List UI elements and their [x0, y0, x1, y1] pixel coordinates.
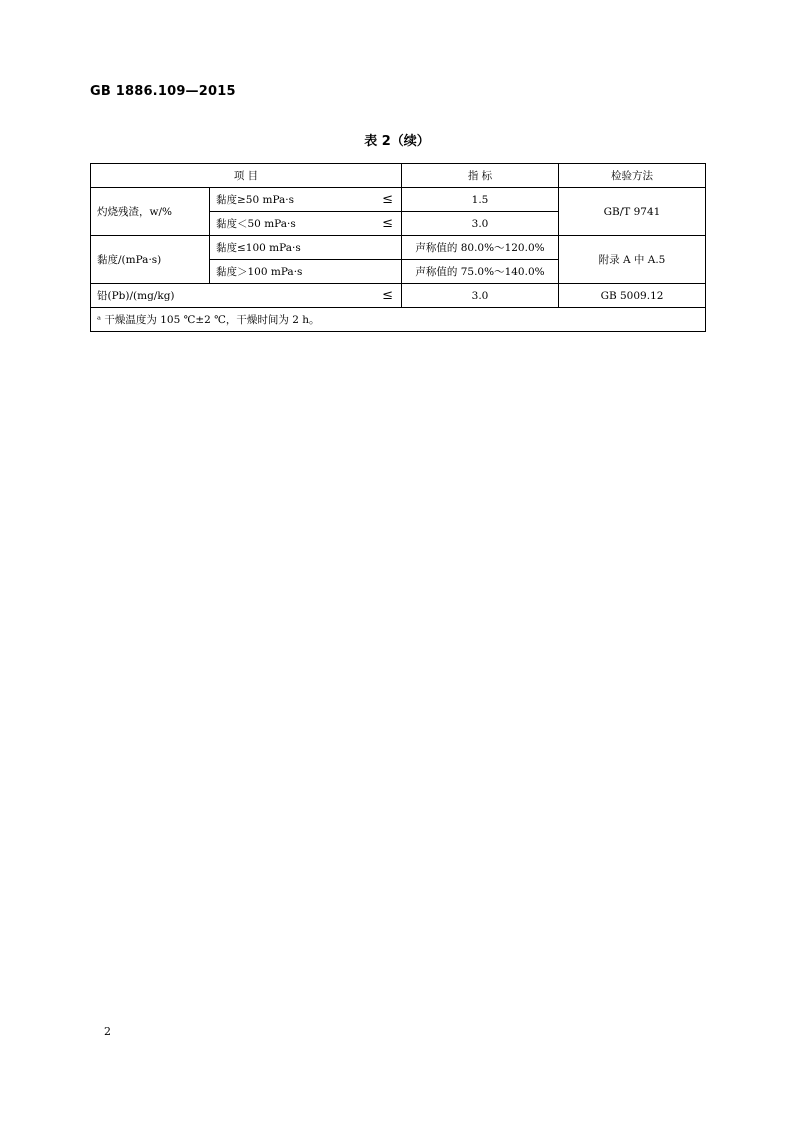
table-caption: 表 2（续）	[364, 134, 430, 149]
row-label-ignition-residue: 灼烧残渣，w/%	[91, 188, 210, 236]
header-item: 项 目	[91, 164, 402, 188]
value-cell: 3.0	[402, 212, 559, 236]
header-method: 检验方法	[559, 164, 706, 188]
condition-text: 黏度＜50 mPa·s	[216, 218, 296, 230]
condition-cell: 黏度＞100 mPa·s	[210, 260, 402, 284]
condition-text: 黏度≥50 mPa·s	[216, 194, 295, 206]
page-number: 2	[104, 1025, 111, 1038]
condition-cell	[210, 188, 402, 212]
method-cell: 附录 A 中 A.5	[559, 236, 706, 284]
condition-cell: 黏度≤100 mPa·s	[210, 236, 402, 260]
footnote-row	[91, 308, 706, 332]
value-cell: 3.0	[402, 284, 559, 308]
value-cell: 声称值的 80.0%～120.0%	[402, 236, 559, 260]
table-row	[91, 236, 706, 260]
table-header-row	[91, 164, 706, 188]
row-label-viscosity: 黏度/(mPa·s)	[91, 236, 210, 284]
limit-symbol: ≤	[382, 216, 393, 231]
table-row	[91, 284, 706, 308]
standard-number: GB 1886.109—2015	[90, 84, 236, 99]
limit-symbol: ≤	[382, 288, 393, 303]
table-footnote: ᵃ 干燥温度为 105 ℃±2 ℃，干燥时间为 2 h。	[91, 308, 706, 332]
value-cell: 声称值的 75.0%～140.0%	[402, 260, 559, 284]
value-cell: 1.5	[402, 188, 559, 212]
method-cell: GB/T 9741	[559, 188, 706, 236]
header-indicator: 指 标	[402, 164, 559, 188]
row-label-lead	[91, 284, 402, 308]
table-row	[91, 188, 706, 212]
lead-label-text: 铅(Pb)/(mg/kg)	[97, 290, 175, 302]
method-cell: GB 5009.12	[559, 284, 706, 308]
limit-symbol: ≤	[382, 192, 393, 207]
condition-cell	[210, 212, 402, 236]
specification-table	[90, 163, 706, 332]
